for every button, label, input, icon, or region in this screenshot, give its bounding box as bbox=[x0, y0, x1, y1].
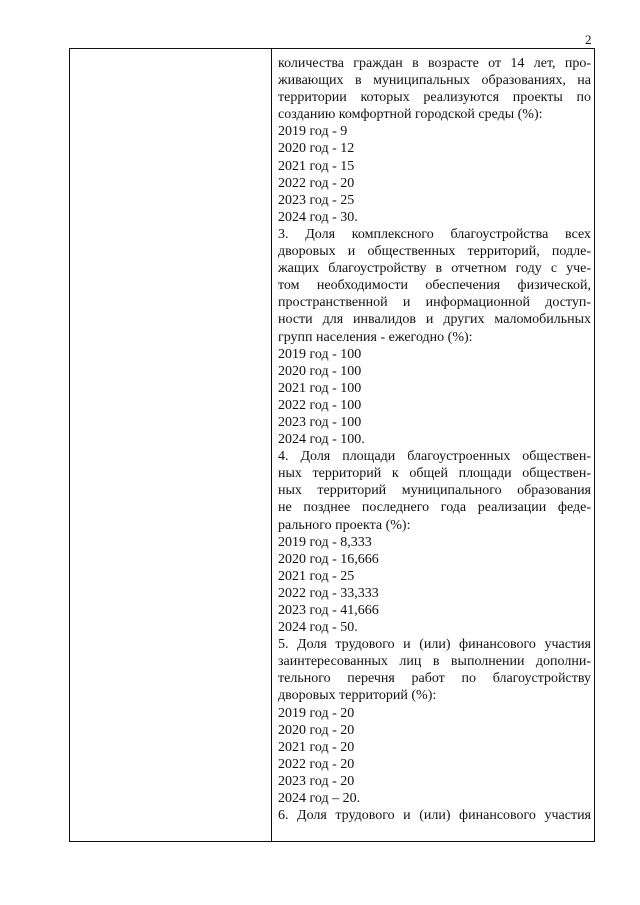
text-line: территории которых реализуются проекты по bbox=[278, 90, 591, 106]
text-line: жащих благоустройству в отчетном году с уче- bbox=[278, 261, 591, 277]
text-line: 2019 год - 100 bbox=[278, 346, 362, 362]
text-line: 2021 год - 25 bbox=[278, 568, 355, 584]
text-line: 3. Доля комплексного благоустройства всех bbox=[278, 226, 591, 242]
text-line: 2024 год - 30. bbox=[278, 209, 358, 225]
text-line: ных территорий к общей площади обществен- bbox=[278, 466, 591, 482]
text-line: 2022 год - 20 bbox=[278, 175, 355, 191]
text-line: пространственной и информационной доступ- bbox=[278, 295, 591, 311]
text-line: 6. Доля трудового и (или) финансового участия bbox=[278, 808, 591, 824]
table-right-cell bbox=[272, 49, 594, 841]
text-line: 2022 год - 100 bbox=[278, 397, 362, 413]
text-line: 2021 год - 15 bbox=[278, 158, 355, 174]
text-line: 2020 год - 100 bbox=[278, 363, 362, 379]
text-line: 2023 год - 41,666 bbox=[278, 603, 379, 618]
table-left-cell bbox=[70, 49, 272, 841]
text-line: заинтересованных лиц в выполнении дополни- bbox=[278, 654, 591, 670]
text-line: 2019 год - 8,333 bbox=[278, 534, 372, 550]
text-line: 2024 год - 50. bbox=[278, 620, 358, 636]
text-line: дворовых территорий (%): bbox=[278, 688, 437, 704]
text-line: ности для инвалидов и других маломобильных bbox=[278, 312, 591, 328]
text-line: 2024 год – 20. bbox=[278, 791, 361, 807]
text-line: не позднее последнего года реализации феде- bbox=[278, 500, 591, 516]
text-line: рального проекта (%): bbox=[278, 517, 411, 533]
text-line: том необходимости обеспечения физической, bbox=[278, 278, 591, 294]
page-number: 2 bbox=[585, 32, 592, 47]
text-line: групп населения - ежегодно (%): bbox=[278, 329, 473, 345]
text-line: 2019 год - 9 bbox=[278, 124, 348, 140]
text-line: дворовых и общественных территорий, подле- bbox=[278, 244, 591, 260]
text-line: ных территорий муниципального образования bbox=[278, 483, 591, 499]
text-line: 4. Доля площади благоустроенных обществен- bbox=[278, 449, 591, 465]
text-line: 2022 год - 33,333 bbox=[278, 585, 379, 601]
text-line: живающих в муниципальных образованиях, на bbox=[278, 73, 591, 89]
text-line: 2020 год - 20 bbox=[278, 722, 355, 738]
text-line: 2020 год - 16,666 bbox=[278, 551, 379, 567]
text-line: 2022 год - 20 bbox=[278, 756, 355, 772]
text-line: тельного перечня работ по благоустройству bbox=[278, 671, 591, 687]
text-line: 2021 год - 20 bbox=[278, 739, 355, 755]
text-line: 2023 год - 100 bbox=[278, 414, 362, 430]
text-line: 2020 год - 12 bbox=[278, 141, 355, 157]
text-line: 2023 год - 20 bbox=[278, 773, 355, 789]
text-line: 5. Доля трудового и (или) финансового участия bbox=[278, 637, 591, 653]
document-table bbox=[69, 48, 595, 842]
text-line: количества граждан в возрасте от 14 лет, про- bbox=[278, 56, 591, 71]
text-line: 2019 год - 20 bbox=[278, 705, 355, 721]
text-line: 2021 год - 100 bbox=[278, 380, 362, 396]
text-line: созданию комфортной городской среды (%): bbox=[278, 107, 543, 123]
text-line: 2023 год - 25 bbox=[278, 192, 355, 208]
text-line: 2024 год - 100. bbox=[278, 432, 365, 448]
